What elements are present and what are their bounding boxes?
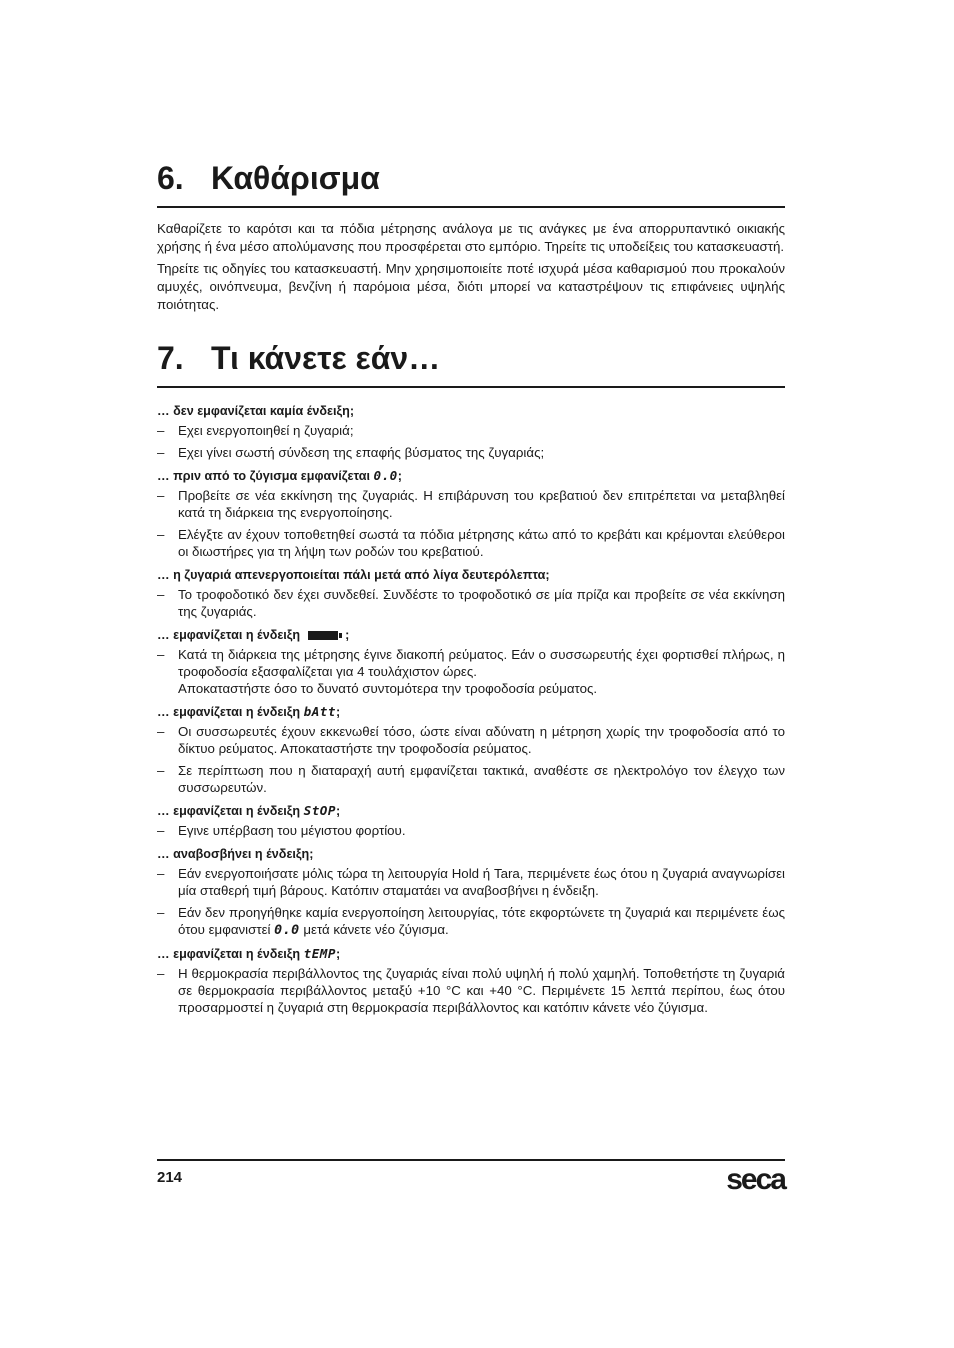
display-readout: tEMP [303, 946, 336, 961]
list-item: – Προβείτε σε νέα εκκίνηση της ζυγαριάς. Η επιβάρυνση του κρεβατιού δεν επιτρέπεται να μεταβληθεί κατά τη διάρκεια της ενεργοποίησης. [157, 488, 785, 520]
section-title: Καθάρισμα [211, 160, 380, 196]
list-item: – Εχει γίνει σωστή σύνδεση της επαφής βύσματος της ζυγαριάς; [157, 445, 545, 460]
battery-icon [308, 631, 338, 640]
list-item: – Σε περίπτωση που η διαταραχή αυτή εμφανίζεται τακτικά, αναθέστε σε ηλεκτρολόγο τον έλεγχο των συσσωρευτών. [157, 763, 785, 795]
case-question: … εμφανίζεται η ένδειξη StOP; [157, 803, 341, 818]
case-question: … η ζυγαριά απενεργοποιείται πάλι μετά από λίγα δευτερόλεπτα; [157, 568, 550, 582]
display-readout: StOP [303, 803, 336, 818]
paragraph: Καθαρίζετε το καρότσι και τα πόδια μέτρησης ανάλογα με τις ανάγκες με ένα απορρυπαντικό οικιακής χρήσης ή ένα μέσο απολύμανσης που προσφέρεται στο εμπόριο. Τηρείτε τις υποδείξεις του κατασκευαστή. [157, 221, 785, 254]
section-heading-cleaning: 6. Καθάρισμα [157, 158, 785, 208]
list-item: – Το τροφοδοτικό δεν έχει συνδεθεί. Συνδέστε το τροφοδοτικό σε μία πρίζα και προβείτε σε νέα εκκίνηση της ζυγαριάς. [157, 587, 785, 619]
display-readout: bAtt [303, 704, 336, 719]
display-readout: 0.0 [373, 468, 398, 483]
section-cleaning [157, 158, 785, 314]
section-heading-troubleshooting: 7. Τι κάνετε εάν… [157, 338, 785, 388]
list-item: – Οι συσσωρευτές έχουν εκκενωθεί τόσο, ώστε είναι αδύνατη η μέτρηση χωρίς την τροφοδοσία από το δίκτυο ρεύματος. Αποκαταστήστε την τροφοδοσία ρεύματος. [157, 724, 785, 756]
list-item: – Ελέγξτε αν έχουν τοποθετηθεί σωστά τα πόδια μέτρησης κάτω από το κρεβάτι και κρέμονται ελεύθεροι οι διωστήρες για τη λήψη των ροδών του κρεβατιού. [157, 527, 785, 559]
section-title: Τι κάνετε εάν… [211, 340, 441, 376]
paragraph: Τηρείτε τις οδηγίες του κατασκευαστή. Μην χρησιμοποιείτε ποτέ ισχυρά μέσα καθαρισμού που προκαλούν αμυχές, οινόπνευμα, βενζίνη ή παρόμοια μέσα, διότι μπορεί να καταστρέψουν τις επιφάνειες υψηλής ποιότητας. [157, 261, 785, 312]
case-question: … δεν εμφανίζεται καμία ένδειξη; [157, 404, 355, 418]
page-footer [157, 1159, 785, 1196]
list-item: – Εάν δεν προηγήθηκε καμία ενεργοποίηση λειτουργίας, τότε εκφορτώνετε τη ζυγαριά και περιμένετε έως ότου εμφανιστεί 0.0 μετά κάνετε νέο ζύγισμα. [157, 905, 785, 938]
list-item: – Εχει ενεργοποιηθεί η ζυγαριά; [157, 423, 354, 438]
section-troubleshooting [157, 338, 785, 1016]
list-item: – Εγινε υπέρβαση του μέγιστου φορτίου. [157, 823, 406, 838]
list-item: – Η θερμοκρασία περιβάλλοντος της ζυγαριάς είναι πολύ υψηλή ή πολύ χαμηλή. Τοποθετήστε τη ζυγαριά σε θερμοκρασία περιβάλλοντος μεταξύ +10 °C και +40 °C. Περιμένετε 15 λεπτά περίπου, έως ότου προσαρμοστεί η ζυγαριά στη θερμοκρασία περιβάλλοντος και κατόπιν κάνετε νέο ζύγισμα. [157, 966, 785, 1015]
list-item: – Εάν ενεργοποιήσατε μόλις τώρα τη λειτουργία Hold ή Tara, περιμένετε έως ότου η ζυγαριά αναγνωρίσει μία σταθερή τιμή βάρους. Κατόπιν σταματάει να αναβοσβήνει η ένδειξη. [157, 866, 785, 898]
case-question: … εμφανίζεται η ένδειξη ; [157, 628, 350, 642]
case-question: … εμφανίζεται η ένδειξη tEMP; [157, 946, 341, 961]
case-question: … πριν από το ζύγισμα εμφανίζεται 0.0; [157, 468, 402, 483]
brand-logo: seca [726, 1163, 785, 1196]
display-readout: 0.0 [274, 923, 300, 938]
list-item: – Κατά τη διάρκεια της μέτρησης έγινε διακοπή ρεύματος. Εάν ο συσσωρευτής έχει φορτισθεί πλήρως, η τροφοδοσία εξασφαλίζεται για 4 τουλάχιστον ώρες. Αποκαταστήστε όσο το δυνατό συντομότερα την τροφοδοσία ρεύματος. [157, 647, 785, 696]
case-question: … εμφανίζεται η ένδειξη bAtt; [157, 704, 341, 719]
case-question: … αναβοσβήνει η ένδειξη; [157, 847, 314, 861]
page-number: 214 [157, 1169, 183, 1186]
page-content [157, 158, 785, 1021]
